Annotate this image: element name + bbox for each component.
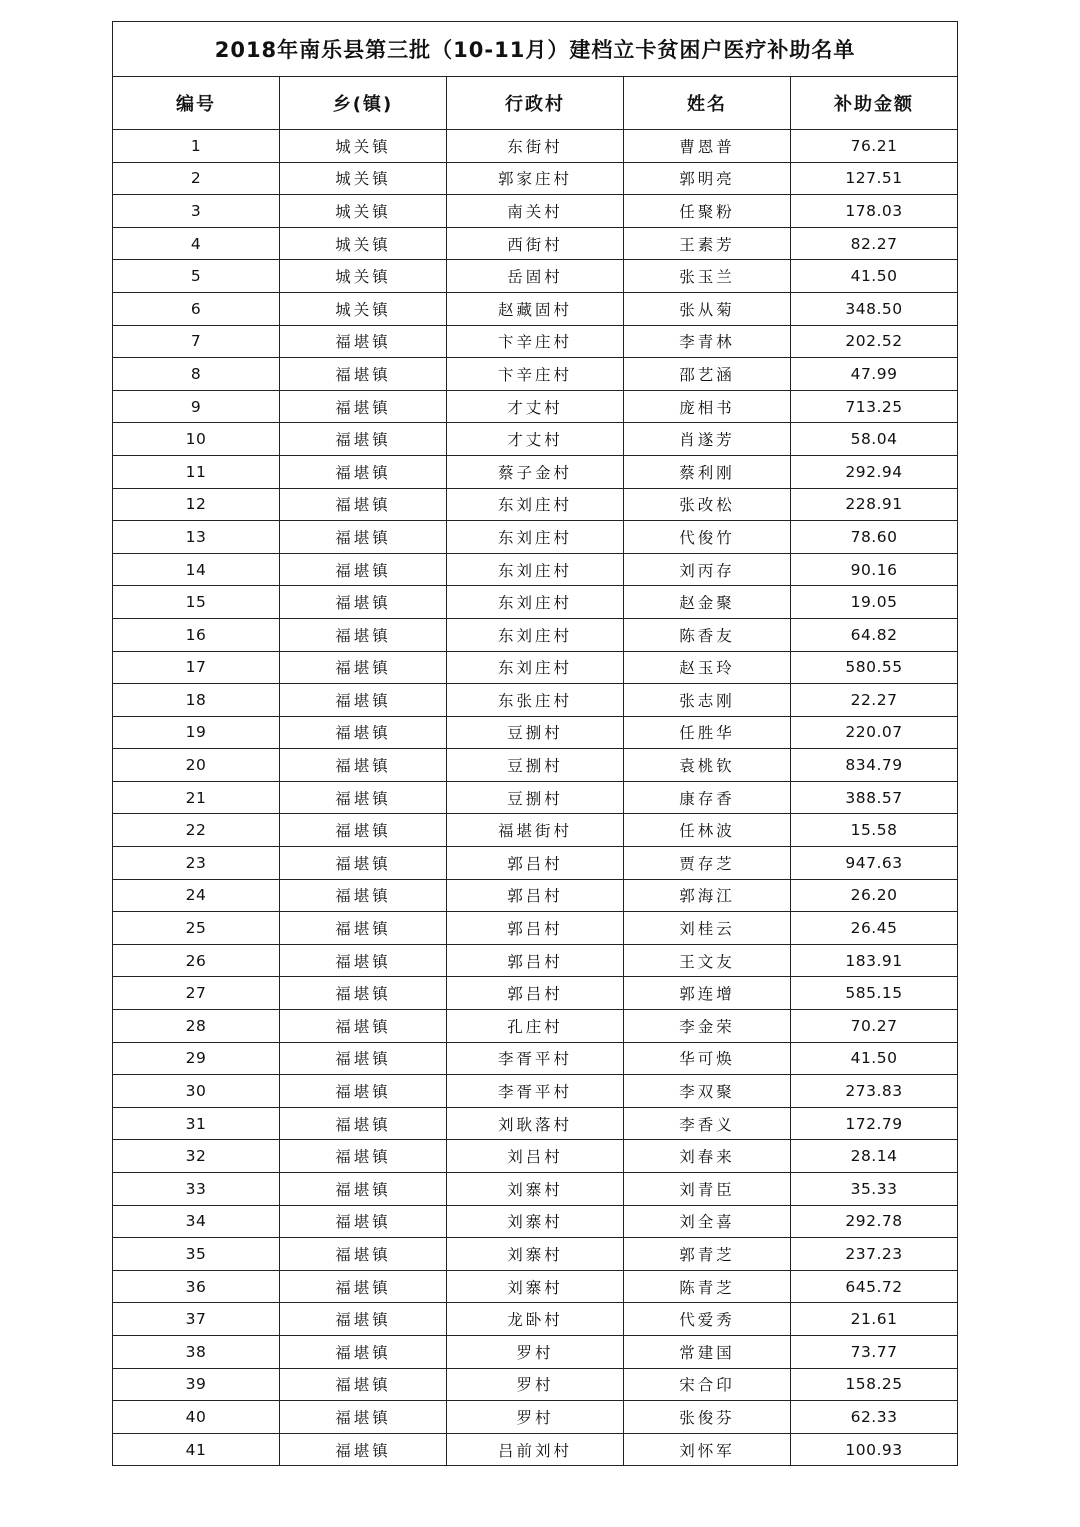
- table-row: [113, 781, 958, 814]
- cell-township: 福堪镇: [280, 1401, 447, 1434]
- cell-village: 李胥平村: [447, 1075, 624, 1108]
- cell-amount: 273.83: [791, 1075, 958, 1108]
- cell-amount: 645.72: [791, 1270, 958, 1303]
- cell-number: 24: [113, 879, 280, 912]
- cell-name: 贾存芝: [624, 847, 791, 880]
- cell-amount: 388.57: [791, 781, 958, 814]
- column-header-village: 行政村: [447, 77, 624, 130]
- cell-village: 东街村: [447, 130, 624, 163]
- cell-village: 豆捌村: [447, 716, 624, 749]
- table-row: [113, 553, 958, 586]
- cell-township: 福堪镇: [280, 814, 447, 847]
- table-row: [113, 977, 958, 1010]
- cell-name: 代爱秀: [624, 1303, 791, 1336]
- cell-name: 代俊竹: [624, 521, 791, 554]
- cell-name: 庞相书: [624, 390, 791, 423]
- table-row: [113, 879, 958, 912]
- cell-name: 张从菊: [624, 292, 791, 325]
- cell-name: 张志刚: [624, 684, 791, 717]
- cell-number: 22: [113, 814, 280, 847]
- cell-village: 福堪街村: [447, 814, 624, 847]
- cell-township: 福堪镇: [280, 977, 447, 1010]
- subsidy-table: [112, 21, 958, 1466]
- cell-name: 刘全喜: [624, 1205, 791, 1238]
- cell-village: 罗村: [447, 1335, 624, 1368]
- cell-amount: 292.94: [791, 455, 958, 488]
- cell-name: 康存香: [624, 781, 791, 814]
- cell-number: 31: [113, 1107, 280, 1140]
- cell-amount: 62.33: [791, 1401, 958, 1434]
- cell-amount: 348.50: [791, 292, 958, 325]
- cell-township: 福堪镇: [280, 455, 447, 488]
- cell-amount: 64.82: [791, 618, 958, 651]
- cell-number: 32: [113, 1140, 280, 1173]
- table-row: [113, 749, 958, 782]
- cell-name: 李青林: [624, 325, 791, 358]
- cell-number: 23: [113, 847, 280, 880]
- cell-name: 刘青臣: [624, 1173, 791, 1206]
- cell-village: 卞辛庄村: [447, 358, 624, 391]
- table-row: [113, 716, 958, 749]
- cell-village: 郭吕村: [447, 977, 624, 1010]
- cell-amount: 237.23: [791, 1238, 958, 1271]
- cell-village: 岳固村: [447, 260, 624, 293]
- cell-township: 福堪镇: [280, 553, 447, 586]
- cell-village: 罗村: [447, 1368, 624, 1401]
- cell-township: 城关镇: [280, 162, 447, 195]
- cell-name: 任聚粉: [624, 195, 791, 228]
- cell-township: 福堪镇: [280, 879, 447, 912]
- cell-village: 郭吕村: [447, 912, 624, 945]
- cell-name: 郭明亮: [624, 162, 791, 195]
- cell-village: 刘耿落村: [447, 1107, 624, 1140]
- table-body: [113, 130, 958, 1466]
- cell-amount: 178.03: [791, 195, 958, 228]
- table-row: [113, 390, 958, 423]
- cell-number: 4: [113, 227, 280, 260]
- cell-township: 福堪镇: [280, 618, 447, 651]
- cell-name: 邵艺涵: [624, 358, 791, 391]
- cell-township: 福堪镇: [280, 716, 447, 749]
- cell-name: 曹恩普: [624, 130, 791, 163]
- table-row: [113, 227, 958, 260]
- cell-amount: 22.27: [791, 684, 958, 717]
- cell-amount: 220.07: [791, 716, 958, 749]
- cell-township: 福堪镇: [280, 1140, 447, 1173]
- cell-township: 福堪镇: [280, 944, 447, 977]
- cell-name: 郭海江: [624, 879, 791, 912]
- cell-name: 王文友: [624, 944, 791, 977]
- cell-amount: 228.91: [791, 488, 958, 521]
- cell-village: 东刘庄村: [447, 651, 624, 684]
- cell-village: 才丈村: [447, 390, 624, 423]
- cell-number: 6: [113, 292, 280, 325]
- cell-number: 19: [113, 716, 280, 749]
- cell-number: 7: [113, 325, 280, 358]
- cell-number: 27: [113, 977, 280, 1010]
- cell-number: 13: [113, 521, 280, 554]
- column-header-number: 编号: [113, 77, 280, 130]
- cell-number: 36: [113, 1270, 280, 1303]
- cell-name: 刘丙存: [624, 553, 791, 586]
- header-row: [113, 77, 958, 130]
- cell-amount: 713.25: [791, 390, 958, 423]
- cell-name: 陈青芝: [624, 1270, 791, 1303]
- table-row: [113, 358, 958, 391]
- cell-name: 王素芳: [624, 227, 791, 260]
- cell-amount: 76.21: [791, 130, 958, 163]
- cell-township: 福堪镇: [280, 781, 447, 814]
- cell-name: 刘春来: [624, 1140, 791, 1173]
- cell-amount: 47.99: [791, 358, 958, 391]
- table-row: [113, 912, 958, 945]
- column-header-amount: 补助金额: [791, 77, 958, 130]
- cell-village: 东刘庄村: [447, 521, 624, 554]
- cell-number: 17: [113, 651, 280, 684]
- table-row: [113, 1401, 958, 1434]
- cell-village: 罗村: [447, 1401, 624, 1434]
- table-row: [113, 1075, 958, 1108]
- cell-number: 16: [113, 618, 280, 651]
- cell-village: 卞辛庄村: [447, 325, 624, 358]
- table-row: [113, 684, 958, 717]
- cell-amount: 292.78: [791, 1205, 958, 1238]
- table-row: [113, 162, 958, 195]
- cell-name: 李金荣: [624, 1010, 791, 1043]
- table-row: [113, 1303, 958, 1336]
- cell-village: 西街村: [447, 227, 624, 260]
- cell-name: 刘怀军: [624, 1433, 791, 1466]
- table-row: [113, 455, 958, 488]
- cell-amount: 947.63: [791, 847, 958, 880]
- cell-township: 福堪镇: [280, 1238, 447, 1271]
- cell-village: 李胥平村: [447, 1042, 624, 1075]
- cell-village: 刘寨村: [447, 1173, 624, 1206]
- cell-amount: 82.27: [791, 227, 958, 260]
- table-row: [113, 1270, 958, 1303]
- cell-amount: 41.50: [791, 1042, 958, 1075]
- cell-number: 15: [113, 586, 280, 619]
- cell-village: 刘吕村: [447, 1140, 624, 1173]
- table-row: [113, 1042, 958, 1075]
- cell-name: 张改松: [624, 488, 791, 521]
- cell-number: 35: [113, 1238, 280, 1271]
- cell-number: 37: [113, 1303, 280, 1336]
- cell-number: 12: [113, 488, 280, 521]
- cell-amount: 26.20: [791, 879, 958, 912]
- cell-amount: 158.25: [791, 1368, 958, 1401]
- table-row: [113, 260, 958, 293]
- cell-number: 25: [113, 912, 280, 945]
- table-row: [113, 130, 958, 163]
- table-row: [113, 325, 958, 358]
- cell-number: 2: [113, 162, 280, 195]
- cell-township: 福堪镇: [280, 1433, 447, 1466]
- cell-village: 孔庄村: [447, 1010, 624, 1043]
- cell-township: 福堪镇: [280, 1107, 447, 1140]
- cell-township: 福堪镇: [280, 390, 447, 423]
- table-row: [113, 847, 958, 880]
- cell-village: 刘寨村: [447, 1238, 624, 1271]
- cell-number: 33: [113, 1173, 280, 1206]
- cell-name: 赵金聚: [624, 586, 791, 619]
- cell-township: 福堪镇: [280, 586, 447, 619]
- cell-number: 28: [113, 1010, 280, 1043]
- table-row: [113, 521, 958, 554]
- cell-name: 张玉兰: [624, 260, 791, 293]
- table-row: [113, 586, 958, 619]
- cell-number: 14: [113, 553, 280, 586]
- table-row: [113, 1107, 958, 1140]
- table-row: [113, 292, 958, 325]
- cell-township: 城关镇: [280, 292, 447, 325]
- cell-village: 刘寨村: [447, 1205, 624, 1238]
- table-row: [113, 195, 958, 228]
- cell-village: 赵藏固村: [447, 292, 624, 325]
- cell-amount: 90.16: [791, 553, 958, 586]
- cell-township: 福堪镇: [280, 912, 447, 945]
- cell-village: 吕前刘村: [447, 1433, 624, 1466]
- cell-number: 39: [113, 1368, 280, 1401]
- cell-amount: 41.50: [791, 260, 958, 293]
- cell-village: 豆捌村: [447, 781, 624, 814]
- cell-township: 福堪镇: [280, 325, 447, 358]
- cell-village: 东刘庄村: [447, 488, 624, 521]
- cell-number: 1: [113, 130, 280, 163]
- cell-name: 常建国: [624, 1335, 791, 1368]
- cell-township: 福堪镇: [280, 684, 447, 717]
- table-row: [113, 1368, 958, 1401]
- table-row: [113, 618, 958, 651]
- cell-township: 福堪镇: [280, 1042, 447, 1075]
- table-row: [113, 1205, 958, 1238]
- table-row: [113, 1140, 958, 1173]
- cell-number: 9: [113, 390, 280, 423]
- cell-village: 东张庄村: [447, 684, 624, 717]
- cell-township: 城关镇: [280, 227, 447, 260]
- cell-number: 8: [113, 358, 280, 391]
- cell-township: 福堪镇: [280, 1335, 447, 1368]
- cell-township: 福堪镇: [280, 1075, 447, 1108]
- cell-name: 刘桂云: [624, 912, 791, 945]
- cell-amount: 585.15: [791, 977, 958, 1010]
- table-row: [113, 651, 958, 684]
- title-row: [113, 22, 958, 77]
- cell-number: 10: [113, 423, 280, 456]
- cell-number: 21: [113, 781, 280, 814]
- cell-village: 东刘庄村: [447, 618, 624, 651]
- cell-number: 5: [113, 260, 280, 293]
- cell-village: 龙卧村: [447, 1303, 624, 1336]
- cell-name: 蔡利刚: [624, 455, 791, 488]
- cell-township: 福堪镇: [280, 1368, 447, 1401]
- cell-number: 41: [113, 1433, 280, 1466]
- table-row: [113, 488, 958, 521]
- table-row: [113, 1010, 958, 1043]
- cell-name: 郭青芝: [624, 1238, 791, 1271]
- cell-number: 26: [113, 944, 280, 977]
- cell-amount: 19.05: [791, 586, 958, 619]
- cell-number: 30: [113, 1075, 280, 1108]
- cell-name: 郭连增: [624, 977, 791, 1010]
- cell-name: 陈香友: [624, 618, 791, 651]
- cell-amount: 35.33: [791, 1173, 958, 1206]
- cell-amount: 580.55: [791, 651, 958, 684]
- cell-name: 李香义: [624, 1107, 791, 1140]
- cell-name: 宋合印: [624, 1368, 791, 1401]
- table-row: [113, 1433, 958, 1466]
- cell-name: 张俊芬: [624, 1401, 791, 1434]
- cell-township: 福堪镇: [280, 488, 447, 521]
- cell-township: 福堪镇: [280, 358, 447, 391]
- cell-number: 11: [113, 455, 280, 488]
- cell-amount: 127.51: [791, 162, 958, 195]
- cell-amount: 58.04: [791, 423, 958, 456]
- cell-name: 袁桃钦: [624, 749, 791, 782]
- cell-township: 福堪镇: [280, 1173, 447, 1206]
- cell-amount: 28.14: [791, 1140, 958, 1173]
- cell-name: 任林波: [624, 814, 791, 847]
- cell-village: 郭吕村: [447, 847, 624, 880]
- cell-amount: 172.79: [791, 1107, 958, 1140]
- cell-village: 豆捌村: [447, 749, 624, 782]
- cell-name: 任胜华: [624, 716, 791, 749]
- cell-township: 福堪镇: [280, 1010, 447, 1043]
- cell-amount: 78.60: [791, 521, 958, 554]
- cell-number: 40: [113, 1401, 280, 1434]
- cell-village: 蔡子金村: [447, 455, 624, 488]
- cell-township: 城关镇: [280, 195, 447, 228]
- cell-village: 郭家庄村: [447, 162, 624, 195]
- cell-amount: 834.79: [791, 749, 958, 782]
- cell-township: 福堪镇: [280, 651, 447, 684]
- cell-township: 福堪镇: [280, 1205, 447, 1238]
- cell-township: 福堪镇: [280, 1270, 447, 1303]
- column-header-name: 姓名: [624, 77, 791, 130]
- cell-name: 李双聚: [624, 1075, 791, 1108]
- cell-name: 华可焕: [624, 1042, 791, 1075]
- cell-number: 3: [113, 195, 280, 228]
- cell-village: 郭吕村: [447, 944, 624, 977]
- cell-amount: 26.45: [791, 912, 958, 945]
- cell-amount: 21.61: [791, 1303, 958, 1336]
- cell-amount: 100.93: [791, 1433, 958, 1466]
- cell-village: 东刘庄村: [447, 586, 624, 619]
- cell-village: 东刘庄村: [447, 553, 624, 586]
- table-row: [113, 944, 958, 977]
- cell-number: 18: [113, 684, 280, 717]
- table-row: [113, 1335, 958, 1368]
- cell-township: 福堪镇: [280, 749, 447, 782]
- cell-village: 刘寨村: [447, 1270, 624, 1303]
- document-title: 2018年南乐县第三批（10-11月）建档立卡贫困户医疗补助名单: [113, 22, 958, 77]
- cell-number: 34: [113, 1205, 280, 1238]
- cell-village: 郭吕村: [447, 879, 624, 912]
- cell-township: 城关镇: [280, 130, 447, 163]
- cell-amount: 202.52: [791, 325, 958, 358]
- table-row: [113, 814, 958, 847]
- cell-amount: 183.91: [791, 944, 958, 977]
- cell-village: 南关村: [447, 195, 624, 228]
- cell-township: 福堪镇: [280, 423, 447, 456]
- cell-amount: 70.27: [791, 1010, 958, 1043]
- cell-name: 赵玉玲: [624, 651, 791, 684]
- cell-township: 福堪镇: [280, 521, 447, 554]
- cell-amount: 15.58: [791, 814, 958, 847]
- cell-township: 福堪镇: [280, 1303, 447, 1336]
- cell-number: 29: [113, 1042, 280, 1075]
- cell-amount: 73.77: [791, 1335, 958, 1368]
- cell-number: 20: [113, 749, 280, 782]
- cell-name: 肖遂芳: [624, 423, 791, 456]
- column-header-township: 乡(镇): [280, 77, 447, 130]
- table-row: [113, 1238, 958, 1271]
- table-row: [113, 423, 958, 456]
- cell-township: 城关镇: [280, 260, 447, 293]
- cell-village: 才丈村: [447, 423, 624, 456]
- cell-township: 福堪镇: [280, 847, 447, 880]
- table-row: [113, 1173, 958, 1206]
- cell-number: 38: [113, 1335, 280, 1368]
